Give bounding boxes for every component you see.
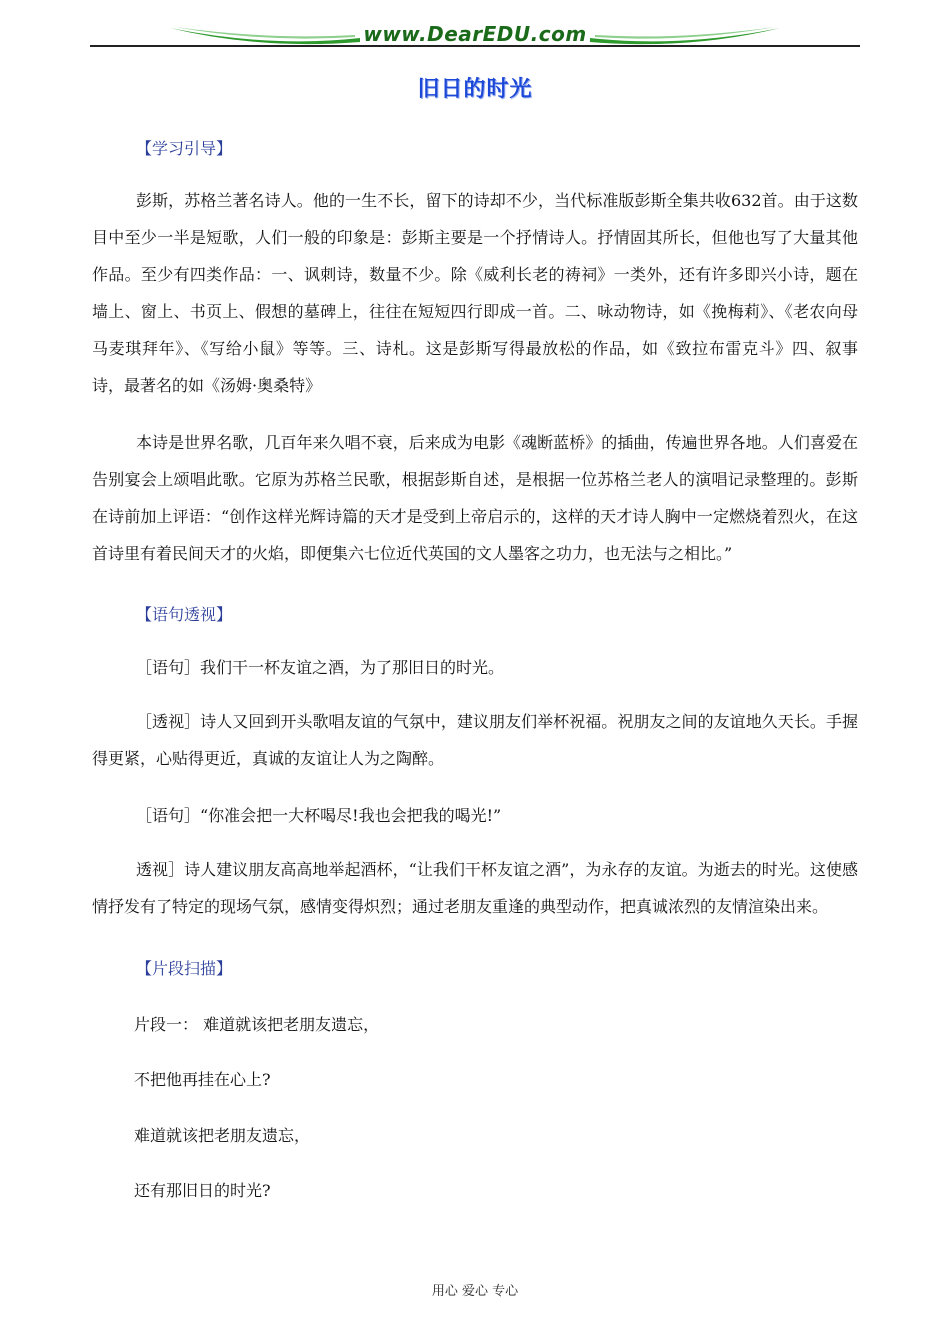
guide-paragraph-2: 本诗是世界名歌，几百年来久唱不衰，后来成为电影《魂断蓝桥》的插曲，传遍世界各地。人们喜爱在告别宴会上颂唱此歌。它原为苏格兰民歌，根据彭斯自述，是根据一位苏格兰老人的演唱记录整理的。彭斯在诗前加上评语：“创作这样光辉诗篇的天才是受到上帝启示的，这样的天才诗人胸中一定燃烧着烈火，在这首诗里有着民间天才的火焰，即便集六七位近代英国的文人墨客之功力，也无法与之相比。”: [92, 433, 858, 563]
analysis-item-1: ［透视］诗人又回到开头歌唱友谊的气氛中，建议朋友们举杯祝福。祝朋友之间的友谊地久天长。手握得更紧，心贴得更近，真诚的友谊让人为之陶醉。: [92, 712, 858, 768]
guide-paragraph-1: 彭斯，苏格兰著名诗人。他的一生不长，留下的诗却不少，当代标准版彭斯全集共收632首。由于这数目中至少一半是短歌，人们一般的印象是：彭斯主要是一个抒情诗人。抒情固其所长，但他也写了大量其他作品。至少有四类作品：一、讽刺诗，数量不少。除《威利长老的祷祠》一类外，还有许多即兴小诗，题在墙上、窗上、书页上、假想的墓碑上，往往在短短四行即成一首。二、咏动物诗，如《挽梅莉》、《老农向母马麦琪拜年》、《写给小鼠》等等。三、诗札。这是彭斯写得最放松的作品，如《致拉布雷克斗》四、叙事诗，最著名的如《汤姆·奥桑特》: [92, 191, 858, 395]
fragment-line: 片段一： 难道就该把老朋友遗忘，: [134, 1015, 380, 1034]
sentence-item-1: ［语句］我们干一杯友谊之酒，为了那旧日的时光。: [136, 658, 505, 677]
analysis-item-2: 透视］诗人建议朋友高高地举起酒杯，“让我们干杯友谊之酒”，为永存的友谊。为逝去的时光。这使感情抒发有了特定的现场气氛，感情变得炽烈；通过老朋友重逢的典型动作，把真诚浓烈的友情渲染出来。: [92, 860, 858, 916]
sentence-item-2: ［语句］“你准会把一大杯喝尽!我也会把我的喝光!”: [136, 806, 502, 825]
page-title: 旧日的时光: [417, 77, 533, 102]
site-name: www.DearEDU.com: [363, 22, 587, 46]
fragment-line: 难道就该把老朋友遗忘，: [134, 1126, 311, 1145]
section-heading-fragments: 【片段扫描】: [136, 959, 233, 978]
section-heading-sentences: 【语句透视】: [136, 605, 233, 624]
fragment-line: 还有那旧日的时光?: [134, 1181, 271, 1200]
header-divider: [90, 45, 860, 47]
page-footer: 用心 爱心 专心: [431, 1284, 519, 1299]
fragment-line: 不把他再挂在心上?: [134, 1070, 271, 1089]
section-heading-guide: 【学习引导】: [136, 139, 233, 158]
